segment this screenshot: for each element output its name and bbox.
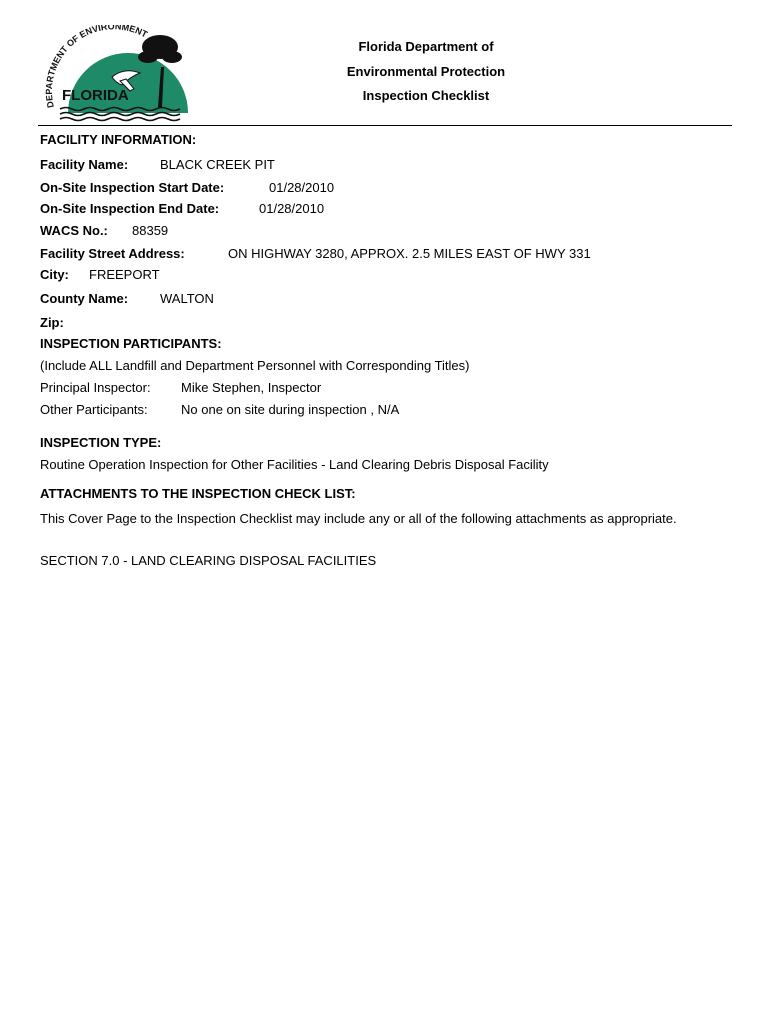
city-label: City: (40, 267, 69, 282)
attachments-title: ATTACHMENTS TO THE INSPECTION CHECK LIST: (40, 486, 356, 501)
address-value: ON HIGHWAY 3280, APPROX. 2.5 MILES EAST OF HWY 331 (228, 246, 591, 261)
header-line-1: Florida Department of (358, 39, 494, 54)
logo-arc-text: DEPARTMENT OF ENVIRONMENT (43, 25, 149, 109)
zip-label: Zip: (40, 315, 64, 330)
attachments-description: This Cover Page to the Inspection Checklist may include any or all of the following attachments as appropriate. (40, 511, 677, 526)
wacs-value: 88359 (132, 223, 169, 238)
fdep-logo (40, 25, 200, 125)
end-date-value: 01/28/2010 (259, 201, 325, 216)
county-value: WALTON (160, 291, 214, 306)
facility-section-title: FACILITY INFORMATION: (40, 132, 197, 147)
start-date-value: 01/28/2010 (269, 180, 335, 195)
logo-state-text: FLORIDA (62, 87, 129, 104)
address-label: Facility Street Address: (40, 246, 185, 261)
other-participants-label: Other Participants: (40, 402, 148, 417)
participants-note: (Include ALL Landfill and Department Personnel with Corresponding Titles) (40, 358, 470, 373)
principal-inspector-value: Mike Stephen, Inspector (181, 380, 322, 395)
inspection-type-title: INSPECTION TYPE: (40, 435, 162, 450)
city-value: FREEPORT (89, 267, 160, 282)
facility-name-label: Facility Name: (40, 157, 129, 172)
header-line-3: Inspection Checklist (362, 88, 490, 103)
principal-inspector-label: Principal Inspector: (40, 380, 151, 395)
facility-name-value: BLACK CREEK PIT (160, 157, 275, 172)
end-date-label: On-Site Inspection End Date: (40, 201, 220, 216)
header-divider (38, 125, 732, 126)
county-label: County Name: (40, 291, 129, 306)
start-date-label: On-Site Inspection Start Date: (40, 180, 225, 195)
participants-section-title: INSPECTION PARTICIPANTS: (40, 336, 222, 351)
fdep-logo-graphic (40, 25, 200, 125)
wacs-label: WACS No.: (40, 223, 108, 238)
attachments-section-item: SECTION 7.0 - LAND CLEARING DISPOSAL FACILITIES (40, 553, 377, 568)
inspection-type-value: Routine Operation Inspection for Other Facilities - Land Clearing Debris Disposal Facility (40, 457, 549, 472)
other-participants-value: No one on site during inspection , N/A (181, 402, 400, 417)
header-line-2: Environmental Protection (346, 64, 506, 79)
